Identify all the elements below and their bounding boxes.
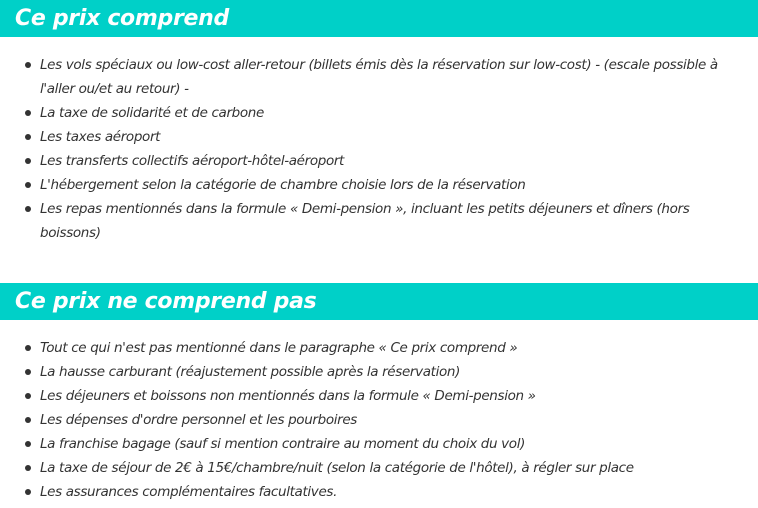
list-item: Les taxes aéroport [0,125,758,149]
list-item: La taxe de solidarité et de carbone [0,101,758,125]
list-item: La taxe de séjour de 2€ à 15€/chambre/nuit (selon la catégorie de l'hôtel), à régler sur place [0,456,758,480]
list-item: Les assurances complémentaires facultatives. [0,480,758,504]
price-excludes-section [0,283,758,504]
price-includes-section [0,0,758,245]
list-item: La hausse carburant (réajustement possible après la réservation) [0,360,758,384]
list-item: Tout ce qui n'est pas mentionné dans le paragraphe « Ce prix comprend » [0,336,758,360]
list-item: La franchise bagage (sauf si mention contraire au moment du choix du vol) [0,432,758,456]
list-item: Les dépenses d'ordre personnel et les pourboires [0,408,758,432]
list-item: Les repas mentionnés dans la formule « Demi-pension », incluant les petits déjeuners et dîners (hors boissons) [0,197,758,245]
price-excludes-heading: Ce prix ne comprend pas [0,283,758,320]
price-includes-list [0,53,758,245]
list-item: Les transferts collectifs aéroport-hôtel-aéroport [0,149,758,173]
list-item: Les déjeuners et boissons non mentionnés dans la formule « Demi-pension » [0,384,758,408]
list-item: L'hébergement selon la catégorie de chambre choisie lors de la réservation [0,173,758,197]
list-item: Les vols spéciaux ou low-cost aller-retour (billets émis dès la réservation sur low-cost) - (escale possible à l'aller ou/et au retour) - [0,53,758,101]
price-includes-heading: Ce prix comprend [0,0,758,37]
price-excludes-list [0,336,758,504]
